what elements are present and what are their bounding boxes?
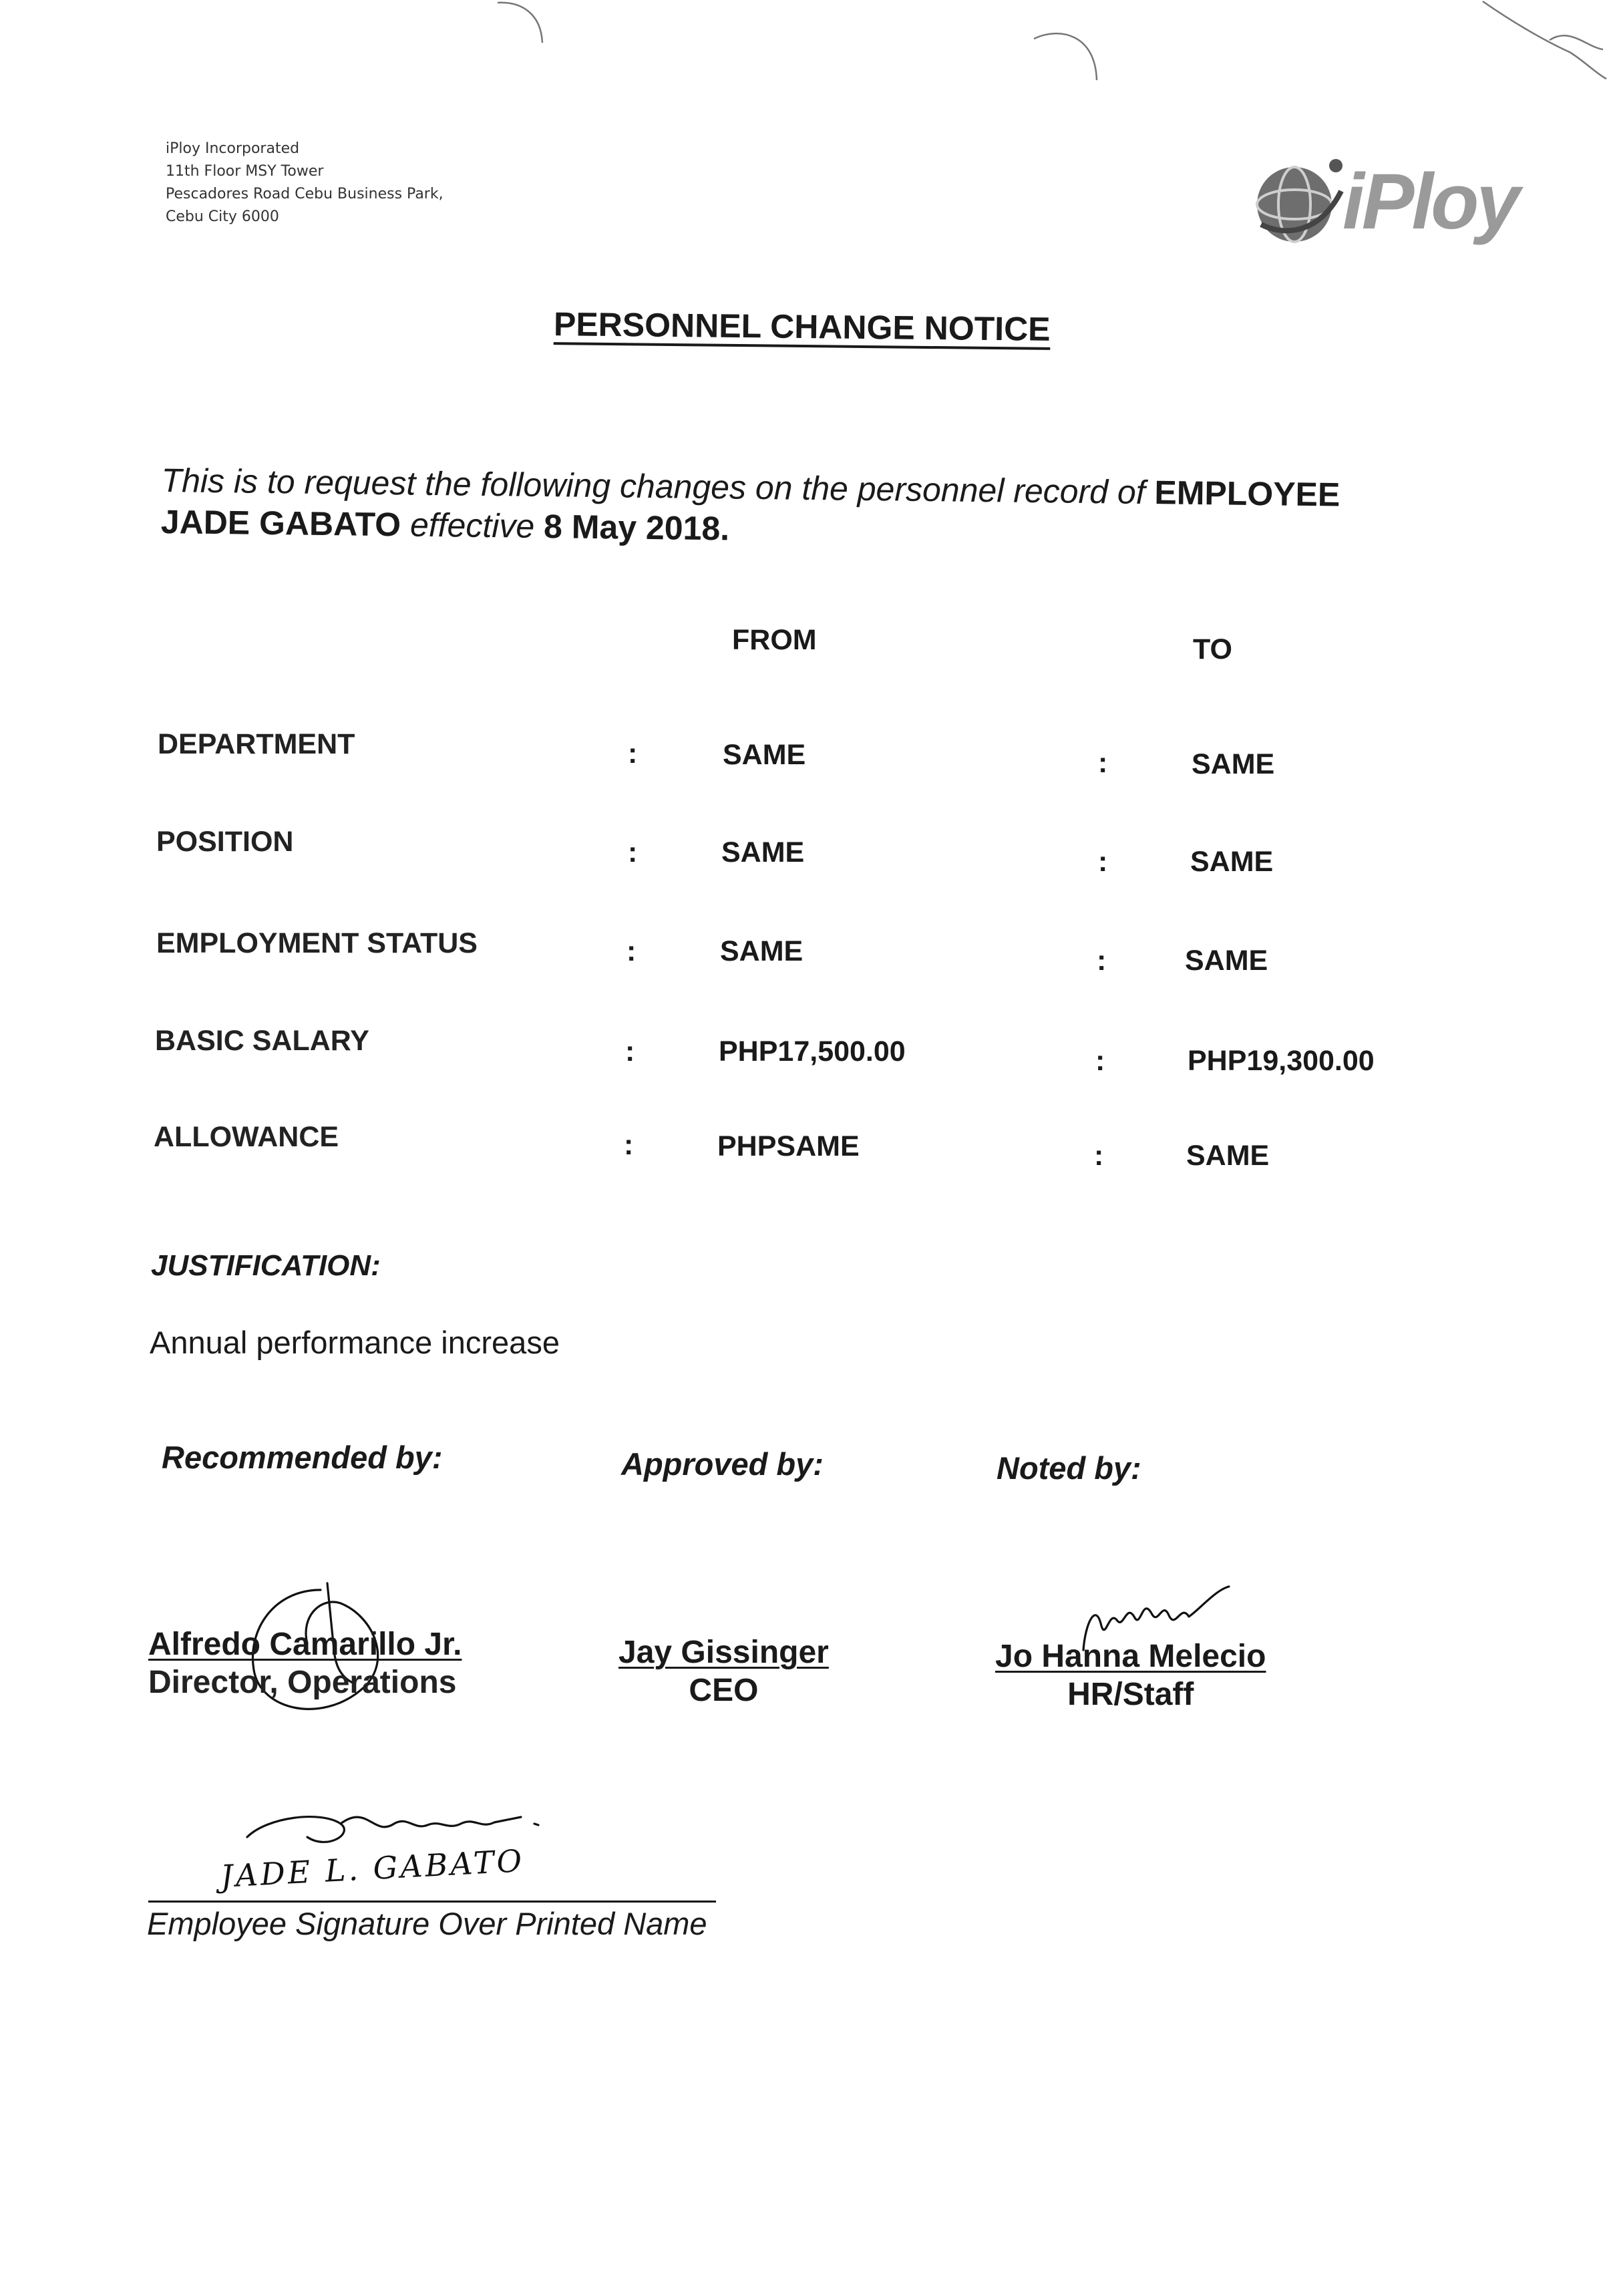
from-value: SAME bbox=[720, 935, 803, 967]
row-colon: : bbox=[1094, 1140, 1104, 1172]
row-colon: : bbox=[1098, 747, 1108, 779]
row-label-department: DEPARTMENT bbox=[158, 728, 355, 760]
role-noted-by: Noted by: bbox=[997, 1450, 1141, 1486]
row-label-allowance: ALLOWANCE bbox=[154, 1121, 339, 1153]
document-title-wrap bbox=[0, 307, 1609, 346]
address-line: iPloy Incorporated bbox=[166, 140, 300, 157]
employee-handwritten-name: JADE L. GABATO bbox=[219, 1842, 526, 1895]
to-value: SAME bbox=[1185, 945, 1268, 977]
intro-paragraph bbox=[160, 460, 1430, 558]
row-colon: : bbox=[1098, 846, 1108, 878]
employee-label: EMPLOYEE bbox=[1154, 474, 1340, 514]
signatory-name: Jay Gissinger bbox=[618, 1635, 829, 1670]
signatory-title: HR/Staff bbox=[1067, 1677, 1194, 1712]
globe-icon bbox=[1248, 151, 1348, 251]
to-header: TO bbox=[1193, 633, 1232, 665]
intro-text: This is to request the following changes on the personnel record of bbox=[161, 461, 1155, 512]
company-logo bbox=[1248, 151, 1517, 258]
role-approved-by: Approved by: bbox=[621, 1446, 824, 1482]
row-colon: : bbox=[628, 737, 638, 770]
company-address bbox=[166, 138, 443, 228]
intro-text-effective: effective bbox=[400, 506, 544, 545]
from-header: FROM bbox=[732, 624, 817, 656]
from-value: SAME bbox=[721, 836, 805, 868]
justification-text: Annual performance increase bbox=[150, 1325, 560, 1360]
torn-corner-mark bbox=[1469, 0, 1609, 94]
row-colon: : bbox=[1095, 1045, 1105, 1077]
employee-name: JADE GABATO bbox=[160, 502, 401, 544]
address-line: 11th Floor MSY Tower bbox=[166, 163, 324, 180]
row-colon: : bbox=[628, 836, 638, 868]
to-value: SAME bbox=[1186, 1140, 1270, 1172]
address-line: Cebu City 6000 bbox=[166, 208, 279, 225]
logo-wordmark: iPloy bbox=[1343, 158, 1517, 246]
justification-heading: JUSTIFICATION: bbox=[151, 1249, 381, 1282]
to-value: SAME bbox=[1190, 846, 1274, 878]
signatory-name: Alfredo Camarillo Jr. bbox=[148, 1627, 462, 1662]
punch-hole-mark bbox=[494, 0, 561, 53]
punch-hole-mark bbox=[1029, 27, 1109, 87]
document-title: PERSONNEL CHANGE NOTICE bbox=[553, 305, 1051, 348]
row-colon: : bbox=[625, 1035, 635, 1068]
signatory-title: CEO bbox=[689, 1673, 759, 1708]
role-recommended-by: Recommended by: bbox=[162, 1440, 443, 1475]
row-label-employment-status: EMPLOYMENT STATUS bbox=[156, 927, 478, 959]
to-value: PHP19,300.00 bbox=[1188, 1045, 1375, 1077]
row-colon: : bbox=[624, 1129, 634, 1161]
signatory-camarillo bbox=[148, 1626, 462, 1701]
signatory-melecio bbox=[995, 1638, 1266, 1713]
employee-signature-caption: Employee Signature Over Printed Name bbox=[147, 1906, 707, 1941]
address-line: Pescadores Road Cebu Business Park, bbox=[166, 186, 443, 202]
signatory-name: Jo Hanna Melecio bbox=[995, 1639, 1266, 1674]
signatory-title: Director, Operations bbox=[148, 1665, 457, 1700]
effective-date: 8 May 2018. bbox=[543, 507, 730, 548]
row-label-basic-salary: BASIC SALARY bbox=[155, 1025, 369, 1057]
from-value: PHP17,500.00 bbox=[719, 1035, 906, 1068]
employee-signature-line bbox=[148, 1901, 716, 1903]
row-colon: : bbox=[627, 935, 637, 967]
signatory-gissinger bbox=[618, 1634, 829, 1709]
row-colon: : bbox=[1097, 945, 1107, 977]
from-value: SAME bbox=[723, 739, 806, 771]
from-value: PHPSAME bbox=[717, 1130, 860, 1162]
to-value: SAME bbox=[1192, 748, 1275, 780]
row-label-position: POSITION bbox=[156, 826, 294, 858]
